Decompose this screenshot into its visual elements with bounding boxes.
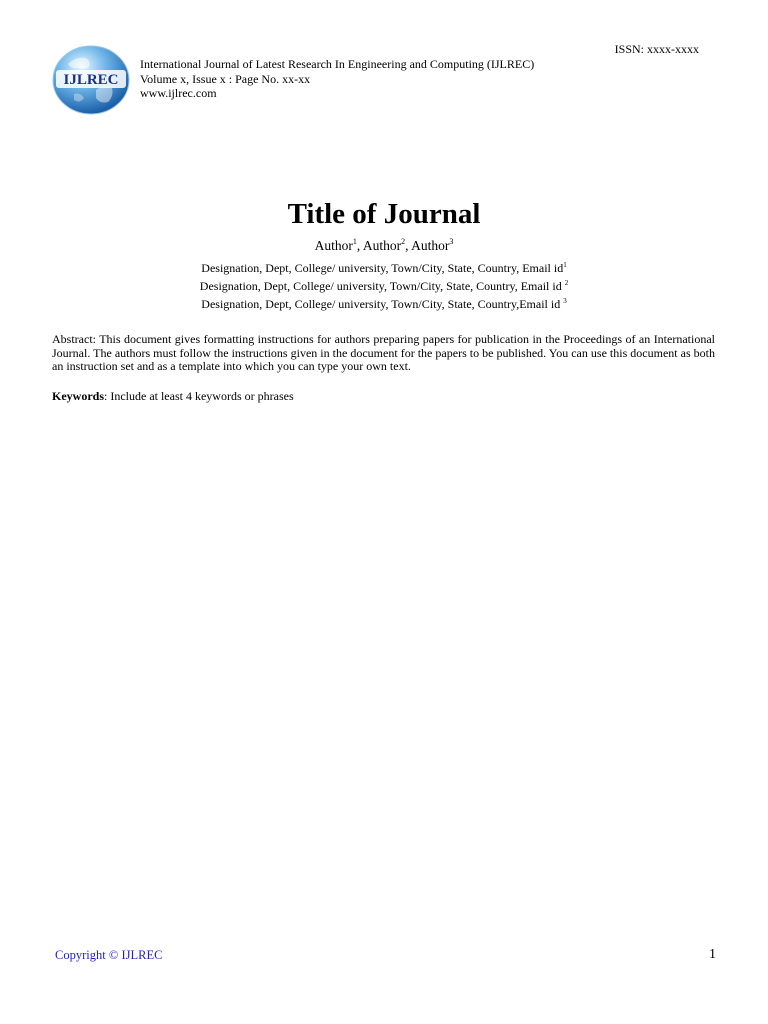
keywords-label: Keywords [52, 389, 104, 403]
volume-info: Volume x, Issue x : Page No. xx-xx [140, 71, 311, 86]
author-name: Author [411, 238, 450, 253]
keywords-text: : Include at least 4 keywords or phrases [104, 389, 294, 403]
logo-text: IJLREC [63, 72, 119, 88]
journal-website: www.ijlrec.com [140, 86, 217, 100]
author-superscript: 2 [401, 237, 406, 246]
journal-header [140, 57, 534, 101]
affiliation-line [0, 261, 768, 275]
page-number: 1 [709, 947, 716, 962]
affiliation-superscript: 1 [563, 261, 567, 269]
author-separator: , [356, 238, 363, 253]
journal-name: International Journal of Latest Research In Engineering and Computing (IJLREC) [140, 57, 535, 71]
paper-title: Title of Journal [287, 198, 481, 230]
author-superscript: 1 [352, 237, 357, 246]
author-list [0, 238, 768, 254]
affiliation-line [0, 297, 768, 311]
journal-logo [52, 44, 132, 116]
abstract: Abstract: This document gives formatting instructions for authors preparing papers for publication in the Proceedings of an International Journal. The authors must follow the instructions given in the document for the papers to be published. You can use this document as both an instruction set and as a template into which you can type your own text. [52, 332, 715, 374]
author-name: Author [314, 238, 353, 253]
affiliation-text: Designation, Dept, College/ university, Town/City, State, Country, Email id [199, 279, 565, 293]
keywords [52, 389, 715, 403]
issn: ISSN: xxxx-xxxx [614, 42, 699, 56]
affiliation-superscript: 2 [564, 279, 569, 287]
author-separator: , [405, 238, 412, 253]
affiliation-text: Designation, Dept, College/ university, Town/City, State, Country, Email id [201, 261, 564, 275]
author-name: Author [362, 238, 402, 253]
author-superscript: 3 [449, 237, 454, 246]
affiliation-line [0, 279, 768, 293]
copyright-notice: Copyright © IJLREC [55, 948, 163, 962]
affiliation-text: Designation, Dept, College/ university, Town/City, State, Country,Email id [201, 297, 564, 311]
affiliation-superscript: 3 [563, 297, 567, 305]
globe-logo-icon [52, 44, 132, 116]
